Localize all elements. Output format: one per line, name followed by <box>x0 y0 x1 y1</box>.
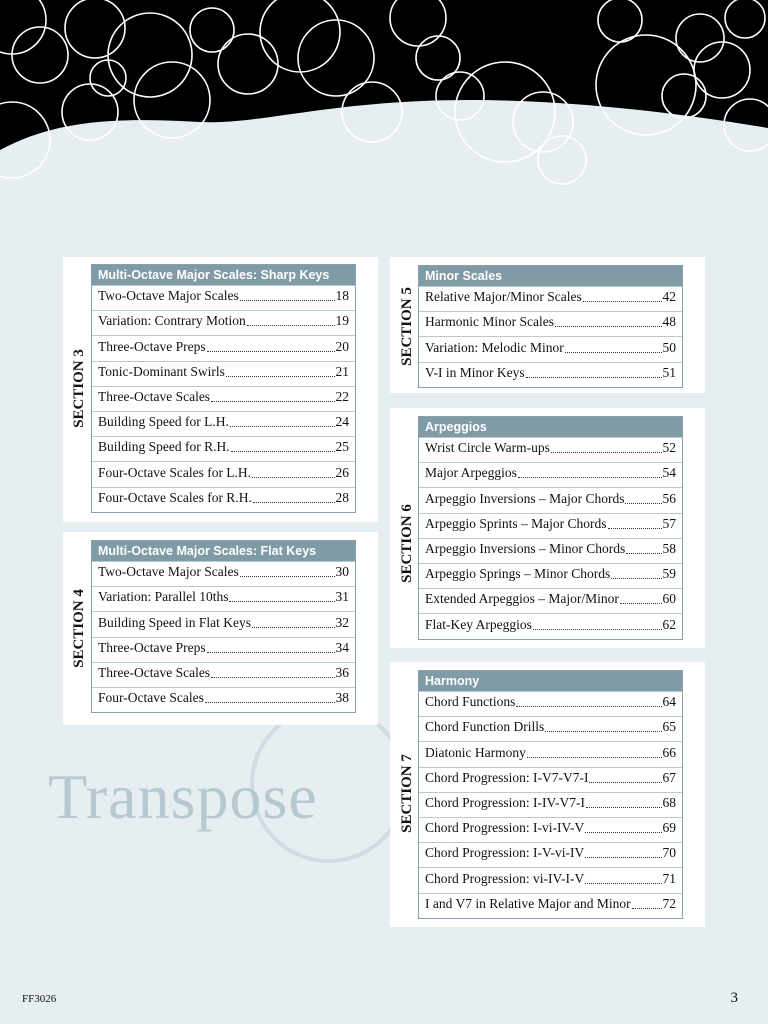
section-4-table <box>91 540 356 713</box>
toc-entry[interactable] <box>419 792 682 817</box>
dot-leader <box>231 451 335 452</box>
section-6-table <box>418 416 683 640</box>
entry-title: Two-Octave Major Scales <box>98 288 239 304</box>
entry-title: Chord Progression: I-V7-V7-I <box>425 769 589 785</box>
toc-entry[interactable] <box>419 311 682 336</box>
dot-leader <box>551 452 662 453</box>
dot-leader <box>583 301 662 302</box>
entry-page: 48 <box>662 314 676 330</box>
toc-entry[interactable] <box>419 588 682 613</box>
toc-entry[interactable] <box>419 867 682 892</box>
entry-page: 52 <box>662 440 676 456</box>
toc-entry[interactable] <box>92 411 355 436</box>
toc-entry[interactable] <box>92 487 355 512</box>
entry-title: V-I in Minor Keys <box>425 364 525 380</box>
toc-entry[interactable] <box>419 893 682 918</box>
toc-entry[interactable] <box>92 586 355 611</box>
dot-leader <box>527 757 662 758</box>
entry-page: 71 <box>662 870 676 886</box>
toc-entry[interactable] <box>419 767 682 792</box>
dot-leader <box>518 477 662 478</box>
entry-page: 59 <box>662 566 676 582</box>
page-number: 3 <box>730 990 738 1006</box>
entry-title: Arpeggio Springs – Minor Chords <box>425 566 611 582</box>
entry-page: 50 <box>662 339 676 355</box>
entry-title: Chord Progression: I-vi-IV-V <box>425 820 585 836</box>
entry-page: 54 <box>662 465 676 481</box>
toc-entry[interactable] <box>92 310 355 335</box>
header-bubbles-art <box>0 0 768 200</box>
toc-entry[interactable] <box>419 716 682 741</box>
entry-title: Chord Function Drills <box>425 719 545 735</box>
toc-entry[interactable] <box>419 462 682 487</box>
dot-leader <box>625 503 661 504</box>
entry-page: 32 <box>335 614 349 630</box>
dot-leader <box>205 702 335 703</box>
toc-entry[interactable] <box>92 687 355 712</box>
toc-entry[interactable] <box>419 487 682 512</box>
dot-leader <box>226 376 335 377</box>
catalog-code: FF3026 <box>22 993 57 1005</box>
dot-leader <box>207 652 335 653</box>
dot-leader <box>252 627 335 628</box>
entry-page: 34 <box>335 639 349 655</box>
entry-title: Three-Octave Preps <box>98 639 206 655</box>
entry-page: 25 <box>335 439 349 455</box>
toc-entry[interactable] <box>92 637 355 662</box>
dot-leader <box>252 477 334 478</box>
entry-title: Building Speed for L.H. <box>98 414 229 430</box>
toc-entry[interactable] <box>92 386 355 411</box>
section-5-label: SECTION 5 <box>398 287 415 366</box>
toc-entry[interactable] <box>419 437 682 462</box>
entry-page: 58 <box>662 540 676 556</box>
table-heading: Arpeggios <box>419 417 682 437</box>
entry-title: Flat-Key Arpeggios <box>425 616 532 632</box>
dot-leader <box>516 706 661 707</box>
entry-title: Variation: Melodic Minor <box>425 339 564 355</box>
entry-title: Building Speed in Flat Keys <box>98 614 251 630</box>
toc-entry[interactable] <box>92 461 355 486</box>
entry-page: 38 <box>335 690 349 706</box>
entry-title: Chord Progression: I-V-vi-IV <box>425 845 585 861</box>
dot-leader <box>211 401 334 402</box>
section-7-table <box>418 670 683 919</box>
entry-page: 36 <box>335 664 349 680</box>
toc-entry[interactable] <box>92 285 355 310</box>
section-6-label: SECTION 6 <box>398 504 415 583</box>
dot-leader <box>626 553 661 554</box>
entry-title: Chord Progression: vi-IV-I-V <box>425 870 585 886</box>
section-7-label: SECTION 7 <box>398 754 415 833</box>
entry-title: Building Speed for R.H. <box>98 439 230 455</box>
entry-title: Chord Functions <box>425 694 516 710</box>
entry-page: 24 <box>335 414 349 430</box>
toc-entry[interactable] <box>419 691 682 716</box>
dot-leader <box>526 377 662 378</box>
section-4-label: SECTION 4 <box>70 589 87 668</box>
entry-page: 66 <box>662 744 676 760</box>
entry-title: Two-Octave Major Scales <box>98 564 239 580</box>
toc-entry[interactable] <box>419 842 682 867</box>
toc-entry[interactable] <box>419 362 682 387</box>
entry-title: Variation: Contrary Motion <box>98 313 246 329</box>
entry-page: 67 <box>662 769 676 785</box>
entry-title: I and V7 in Relative Major and Minor <box>425 895 631 911</box>
entry-title: Arpeggio Sprints – Major Chords <box>425 515 607 531</box>
entry-page: 68 <box>662 794 676 810</box>
entry-page: 30 <box>335 564 349 580</box>
dot-leader <box>585 883 661 884</box>
dot-leader <box>632 908 662 909</box>
dot-leader <box>240 576 335 577</box>
dot-leader <box>620 603 662 604</box>
transpose-watermark: Transpose <box>48 761 318 832</box>
entry-title: Three-Octave Preps <box>98 338 206 354</box>
entry-title: Four-Octave Scales for L.H. <box>98 464 252 480</box>
dot-leader <box>207 351 335 352</box>
dot-leader <box>585 857 661 858</box>
entry-page: 60 <box>662 591 676 607</box>
entry-page: 72 <box>662 895 676 911</box>
entry-page: 56 <box>662 490 676 506</box>
dot-leader <box>229 601 334 602</box>
table-heading: Multi-Octave Major Scales: Flat Keys <box>92 541 355 561</box>
entry-title: Four-Octave Scales for R.H. <box>98 489 252 505</box>
entry-page: 19 <box>335 313 349 329</box>
entry-page: 65 <box>662 719 676 735</box>
entry-page: 51 <box>662 364 676 380</box>
toc-entry[interactable] <box>419 563 682 588</box>
table-heading: Multi-Octave Major Scales: Sharp Keys <box>92 265 355 285</box>
dot-leader <box>555 326 662 327</box>
entry-page: 21 <box>335 363 349 379</box>
entry-page: 42 <box>662 289 676 305</box>
entry-title: Chord Progression: I-IV-V7-I <box>425 794 585 810</box>
entry-page: 57 <box>662 515 676 531</box>
toc-entry[interactable] <box>92 436 355 461</box>
dot-leader <box>585 832 661 833</box>
entry-title: Arpeggio Inversions – Minor Chords <box>425 540 626 556</box>
entry-title: Diatonic Harmony <box>425 744 526 760</box>
entry-page: 64 <box>662 694 676 710</box>
dot-leader <box>608 528 662 529</box>
entry-title: Harmonic Minor Scales <box>425 314 554 330</box>
entry-title: Arpeggio Inversions – Major Chords <box>425 490 625 506</box>
entry-page: 22 <box>335 388 349 404</box>
entry-title: Wrist Circle Warm-ups <box>425 440 550 456</box>
section-3-label: SECTION 3 <box>70 349 87 428</box>
entry-page: 26 <box>335 464 349 480</box>
entry-page: 28 <box>335 489 349 505</box>
dot-leader <box>533 629 662 630</box>
section-3-table <box>91 264 356 513</box>
dot-leader <box>240 300 335 301</box>
entry-page: 20 <box>335 338 349 354</box>
dot-leader <box>589 782 661 783</box>
entry-title: Relative Major/Minor Scales <box>425 289 582 305</box>
toc-entry[interactable] <box>419 817 682 842</box>
dot-leader <box>247 325 335 326</box>
toc-entry[interactable] <box>419 336 682 361</box>
entry-title: Tonic-Dominant Swirls <box>98 363 225 379</box>
dot-leader <box>545 731 661 732</box>
dot-leader <box>211 677 334 678</box>
toc-entry[interactable] <box>92 361 355 386</box>
entry-page: 70 <box>662 845 676 861</box>
toc-entry[interactable] <box>92 335 355 360</box>
entry-title: Extended Arpeggios – Major/Minor <box>425 591 619 607</box>
toc-entry[interactable] <box>92 662 355 687</box>
toc-entry[interactable] <box>419 613 682 638</box>
entry-title: Three-Octave Scales <box>98 388 211 404</box>
section-5-table <box>418 265 683 388</box>
entry-title: Three-Octave Scales <box>98 664 211 680</box>
entry-title: Four-Octave Scales <box>98 690 204 706</box>
entry-title: Major Arpeggios <box>425 465 517 481</box>
entry-page: 18 <box>335 288 349 304</box>
table-heading: Minor Scales <box>419 266 682 286</box>
entry-page: 69 <box>662 820 676 836</box>
dot-leader <box>565 352 662 353</box>
entry-title: Variation: Parallel 10ths <box>98 589 229 605</box>
toc-entry[interactable] <box>419 513 682 538</box>
dot-leader <box>586 807 662 808</box>
dot-leader <box>611 578 661 579</box>
toc-entry[interactable] <box>92 561 355 586</box>
entry-page: 62 <box>662 616 676 632</box>
table-heading: Harmony <box>419 671 682 691</box>
toc-entry[interactable] <box>419 741 682 766</box>
entry-page: 31 <box>335 589 349 605</box>
dot-leader <box>253 502 335 503</box>
toc-entry[interactable] <box>92 611 355 636</box>
dot-leader <box>230 426 335 427</box>
toc-entry[interactable] <box>419 286 682 311</box>
toc-entry[interactable] <box>419 538 682 563</box>
